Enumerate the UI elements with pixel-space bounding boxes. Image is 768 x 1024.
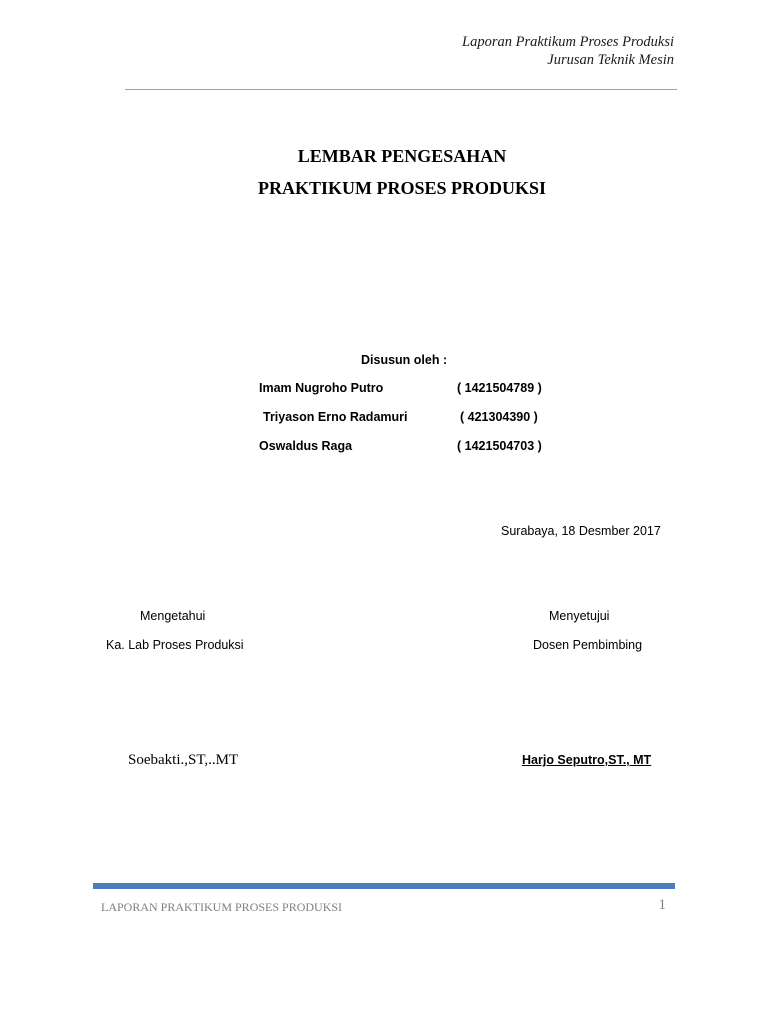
author-name: Oswaldus Raga [259,439,353,453]
place-date: Surabaya, 18 Desmber 2017 [501,524,661,538]
author-id: ( 1421504789 ) [457,381,542,395]
footer-divider [93,883,675,889]
footer-title: LAPORAN PRAKTIKUM PROSES PRODUKSI [101,900,343,914]
left-signature-position: Ka. Lab Proses Produksi [106,638,244,652]
right-signature-position: Dosen Pembimbing [533,638,643,652]
header-subtitle: Jurusan Teknik Mesin [547,52,674,68]
header-divider [125,89,677,90]
author-id: ( 421304390 ) [460,410,538,424]
right-signature-name: Harjo Seputro,ST., MT [522,753,652,767]
author-name: Triyason Erno Radamuri [263,410,408,424]
author-name: Imam Nugroho Putro [259,381,384,395]
page-title: LEMBAR PENGESAHAN [297,146,507,166]
authors-label: Disusun oleh : [361,353,448,367]
left-signature-role: Mengetahui [140,609,206,623]
left-signature-name: Soebakti.,ST,..MT [128,752,239,768]
author-id: ( 1421504703 ) [457,439,542,453]
header-title: Laporan Praktikum Proses Produksi [462,34,674,50]
right-signature-role: Menyetujui [549,609,610,623]
page-number: 1 [658,897,666,913]
page-subtitle: PRAKTIKUM PROSES PRODUKSI [257,178,547,198]
